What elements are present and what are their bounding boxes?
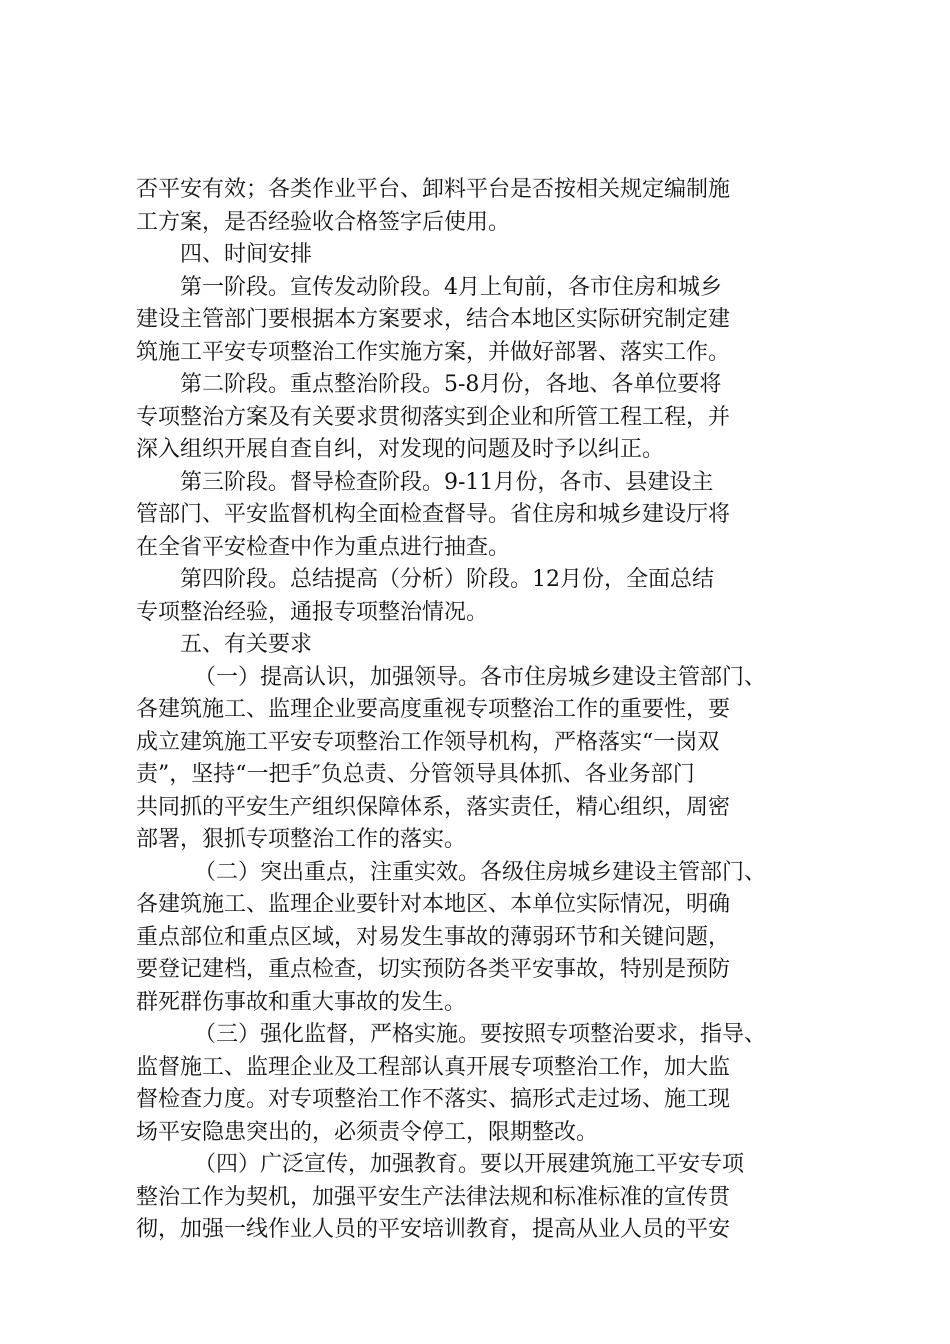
paragraph-start: 第三阶段。督导检查阶段。9-11月份，各市、县建设主	[180, 469, 714, 495]
paragraph-start: （四）广泛宣传，加强教育。要以开展建筑施工平安专项	[194, 1152, 745, 1177]
text-line: 工方案，是否经验收合格签字后使用。	[136, 209, 511, 235]
text-line: 成立建筑施工平安专项整治工作领导机构，严格落实“一岗双	[136, 729, 720, 755]
text-line: 专项整治方案及有关要求贯彻落实到企业和所管工程工程，并	[136, 404, 731, 430]
text-line: 深入组织开展自查自纠，对发现的问题及时予以纠正。	[136, 437, 665, 462]
text-line: 要登记建档，重点检查，切实预防各类平安事故，特别是预防	[136, 957, 731, 982]
paragraph-start: （三）强化监督，严格实施。要按照专项整治要求，指导、	[194, 1022, 767, 1047]
text-line: 共同抓的平安生产组织保障体系，落实责任，精心组织，周密	[136, 794, 731, 820]
paragraph-start: （二）突出重点，注重实效。各级住房城乡建设主管部门、	[194, 859, 767, 885]
paragraph-start: 第四阶段。总结提高（分析）阶段。12月份，全面总结	[180, 567, 714, 592]
text-line: 在全省平安检查中作为重点进行抽查。	[136, 534, 511, 560]
text-line: 整治工作为契机，加强平安生产法律法规和标准标准的宣传贯	[136, 1184, 731, 1210]
text-line: 各建筑施工、监理企业要针对本地区、本单位实际情况，明确	[136, 892, 731, 917]
section-heading: 五、有关要求	[180, 632, 313, 657]
text-line: 群死群伤事故和重大事故的发生。	[136, 989, 467, 1015]
text-line: 专项整治经验，通报专项整治情况。	[136, 599, 489, 625]
text-line: 重点部位和重点区域，对易发生事故的薄弱环节和关键问题，	[136, 924, 731, 950]
body-text	[136, 174, 826, 1247]
paragraph-start: 第二阶段。重点整治阶段。5-8月份，各地、各单位要将	[180, 372, 722, 397]
text-line: 各建筑施工、监理企业要高度重视专项整治工作的重要性，要	[136, 697, 731, 722]
text-line: 责”，坚持“一把手″负总责、分管领导具体抓、各业务部门	[136, 762, 695, 787]
section-heading: 四、时间安排	[180, 242, 313, 267]
text-line: 部署，狠抓专项整治工作的落实。	[136, 827, 467, 852]
paragraph-start: （一）提高认识，加强领导。各市住房城乡建设主管部门、	[194, 664, 767, 690]
text-line: 彻，加强一线作业人员的平安培训教育，提高从业人员的平安	[136, 1217, 731, 1242]
text-line: 场平安隐患突出的，必须责令停工，限期整改。	[136, 1119, 599, 1145]
text-line: 监督施工、监理企业及工程部认真开展专项整治工作，加大监	[136, 1054, 731, 1080]
text-line: 筑施工平安专项整治工作实施方案，并做好部署、落实工作。	[136, 339, 731, 365]
text-line: 管部门、平安监督机构全面检查督导。省住房和城乡建设厅将	[136, 502, 731, 527]
text-line: 否平安有效；各类作业平台、卸料平台是否按相关规定编制施	[136, 177, 731, 202]
text-line: 督检查力度。对专项整治工作不落实、搞形式走过场、施工现	[136, 1087, 731, 1112]
paragraph-start: 第一阶段。宣传发动阶段。4月上旬前，各市住房和城乡	[180, 274, 722, 300]
text-line: 建设主管部门要根据本方案要求，结合本地区实际研究制定建	[136, 307, 731, 332]
